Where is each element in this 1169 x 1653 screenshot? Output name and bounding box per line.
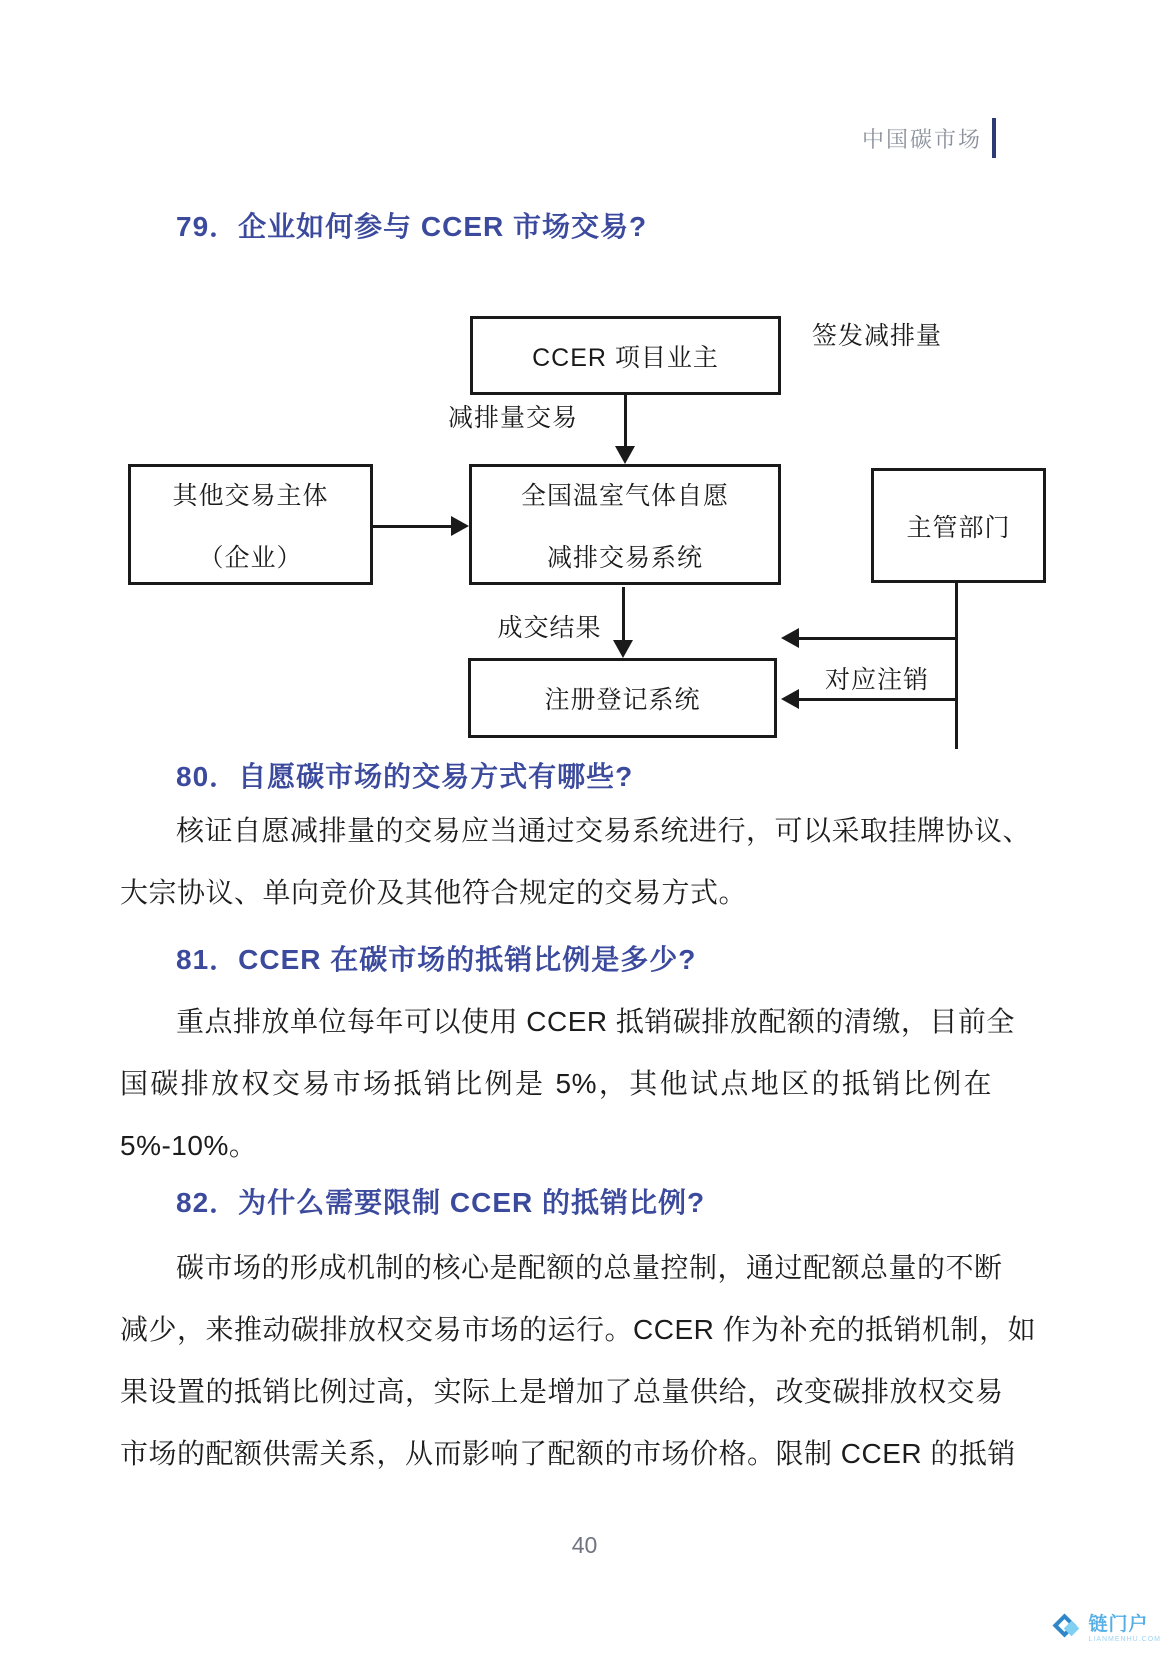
paragraph-line: 减少，来推动碳排放权交易市场的运行。CCER 作为补充的抵销机制，如 (120, 1314, 1037, 1345)
flow-line-issue-horizontal (797, 637, 958, 640)
box-label: 注册登记系统 (544, 686, 701, 714)
watermark-name: 链门户 (1088, 1614, 1149, 1635)
page-header (0, 118, 996, 158)
question-81-heading: 81．CCER 在碳市场的抵销比例是多少? (176, 944, 697, 975)
watermark-domain: LIANMENHU.COM (1088, 1636, 1161, 1643)
ccer-trading-flow-diagram (0, 280, 1169, 750)
edge-label-issue: 签发减排量 (811, 322, 942, 350)
arrowhead-left-icon (781, 689, 799, 709)
arrowhead-down-icon (615, 446, 635, 464)
paragraph-line: 重点排放单位每年可以使用 CCER 抵销碳排放配额的清缴，目前全 (176, 1006, 1015, 1037)
flow-line-trade (624, 395, 627, 448)
edge-label-result: 成交结果 (497, 614, 602, 642)
arrowhead-down-icon (613, 640, 633, 658)
diagram-box-authority (871, 468, 1046, 583)
diagram-box-other-traders (128, 464, 373, 585)
flow-line-cancel-vertical (955, 583, 958, 701)
diagram-box-ccer-owner (470, 316, 781, 395)
question-82-paragraph (120, 1237, 1037, 1485)
header-accent-bar (992, 118, 996, 158)
diagram-box-trading-system (469, 464, 781, 585)
box-label-line2: （企业） (198, 543, 303, 572)
box-label: CCER 项目业主 (532, 343, 719, 372)
paragraph-line: 核证自愿减排量的交易应当通过交易系统进行，可以采取挂牌协议、 (176, 815, 1032, 846)
flow-line-other-to-system (373, 525, 453, 528)
box-label-line1: 其他交易主体 (172, 481, 329, 510)
edge-label-cancel: 对应注销 (824, 666, 929, 694)
lianmenhu-watermark (1053, 1614, 1161, 1644)
paragraph-line: 果设置的抵销比例过高，实际上是增加了总量供给，改变碳排放权交易 (120, 1376, 1004, 1407)
diagram-box-registry (468, 658, 777, 738)
flow-line-result (622, 587, 625, 640)
paragraph-line: 大宗协议、单向竞价及其他符合规定的交易方式。 (120, 877, 748, 908)
question-81-paragraph (120, 991, 1015, 1177)
paragraph-line: 国碳排放权交易市场抵销比例是 5%，其他试点地区的抵销比例在 (120, 1068, 992, 1099)
paragraph-line: 市场的配额供需关系，从而影响了配额的市场价格。限制 CCER 的抵销 (120, 1438, 1016, 1469)
doc-title: 中国碳市场 (861, 126, 982, 152)
edge-label-trade: 减排量交易 (448, 404, 579, 432)
page-number: 40 (571, 1532, 598, 1558)
arrowhead-right-icon (451, 516, 469, 536)
box-label-line2: 减排交易系统 (546, 543, 703, 572)
question-82-heading: 82．为什么需要限制 CCER 的抵销比例? (176, 1187, 706, 1218)
paragraph-line: 5%-10%。 (120, 1130, 258, 1161)
box-label: 主管部门 (906, 513, 1011, 542)
question-80-paragraph (120, 800, 1032, 924)
diamond-logo-icon (1053, 1614, 1083, 1644)
flow-line-cancel-horizontal (797, 698, 958, 701)
question-80-heading: 80．自愿碳市场的交易方式有哪些? (176, 761, 634, 792)
arrowhead-left-icon (781, 628, 799, 648)
question-79-heading: 79．企业如何参与 CCER 市场交易? (176, 211, 648, 242)
paragraph-line: 碳市场的形成机制的核心是配额的总量控制，通过配额总量的不断 (176, 1252, 1003, 1283)
box-label-line1: 全国温室气体自愿 (520, 481, 729, 510)
